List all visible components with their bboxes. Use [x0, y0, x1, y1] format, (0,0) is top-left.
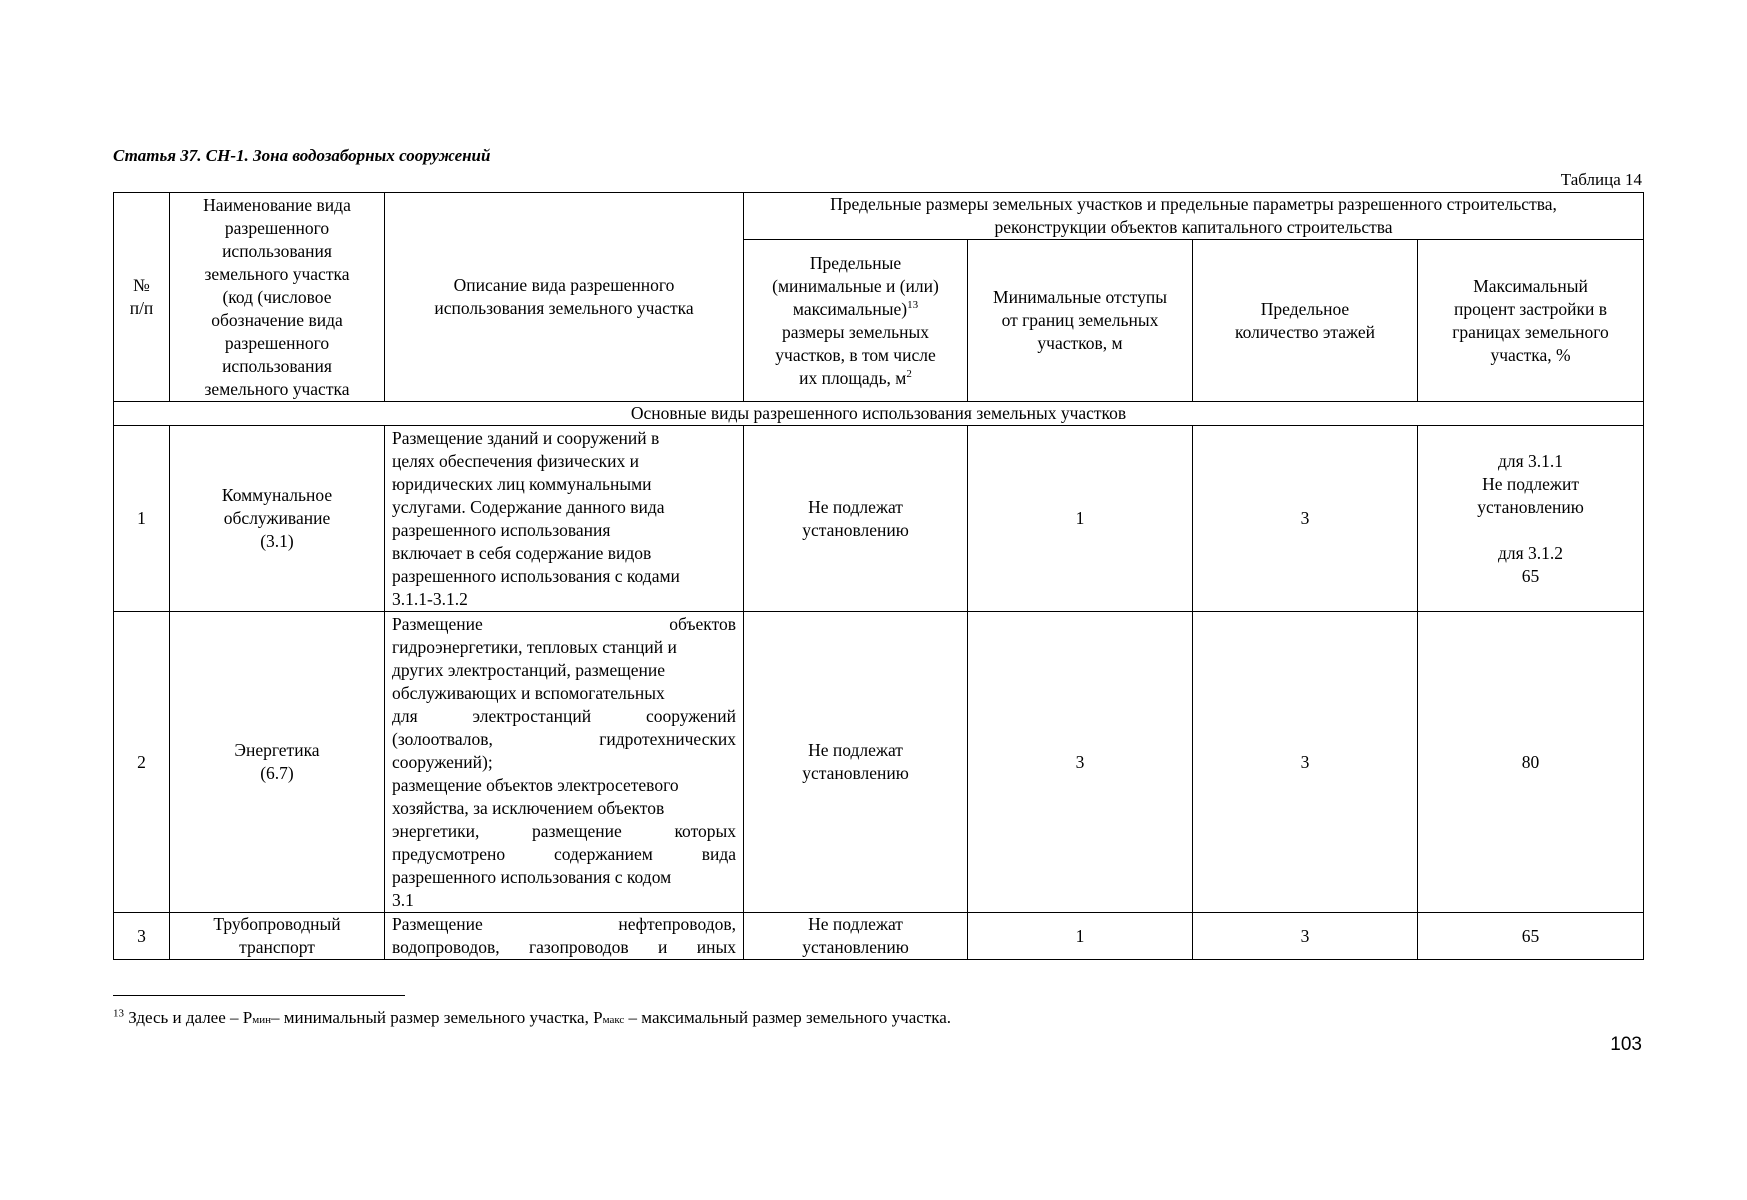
- header-coverage: Максимальный процент застройки в границах земельного участка, %: [1418, 240, 1644, 402]
- header-number: № п/п: [114, 193, 170, 402]
- row-number: 1: [114, 426, 170, 612]
- header-floors: Предельное количество этажей: [1193, 240, 1418, 402]
- footnote-number: 13: [113, 1007, 124, 1020]
- footnote: $^{13}$ Здесь и далее – Рмин– минимальный размер земельного участка, Рмакс – максимальный размер земельного участка.: [113, 1007, 952, 1027]
- section-row: [114, 402, 1644, 426]
- row-sizes: Не подлежат установлению: [744, 426, 968, 612]
- header-row-1: [114, 193, 1644, 240]
- row-sizes: Не подлежат установлению: [744, 913, 968, 960]
- table-caption: Таблица 14: [1560, 170, 1642, 189]
- row-number: 2: [114, 612, 170, 913]
- header-setbacks: Минимальные отступы от границ земельных участков, м: [968, 240, 1193, 402]
- footnote-separator: [113, 995, 405, 996]
- header-group: Предельные размеры земельных участков и предельные параметры разрешенного строительства, реконструкции объектов капитального строительства: [744, 193, 1644, 240]
- row-name: Трубопроводный транспорт: [170, 913, 385, 960]
- row-floors: 3: [1193, 612, 1418, 913]
- regulations-table: [113, 192, 1644, 960]
- header-sizes: Предельные (минимальные и (или) максимальные)$^{13}$ размеры земельных участков, в том числе их площадь, $м^2$: [744, 240, 968, 402]
- row-setbacks: 1: [968, 913, 1193, 960]
- row-name: Коммунальное обслуживание (3.1): [170, 426, 385, 612]
- row-description: Размещение нефтепроводов, водопроводов, газопроводов и иных: [385, 913, 744, 960]
- row-floors: 3: [1193, 426, 1418, 612]
- footnote-ref: 13: [907, 298, 919, 311]
- row-coverage: для 3.1.1 Не подлежит установлению для 3.1.2 65: [1418, 426, 1644, 612]
- page-number: 103: [1610, 1034, 1642, 1055]
- row-description: Размещение объектов гидроэнергетики, тепловых станций и других электростанций, размещение обслуживающих и вспомогательных для электростанций сооружений (золоотвалов, гидротехнических сооружений); размещение объектов электросетевого хозяйства, за исключением объектов энергетики, размещение которых предусмотрено содержанием вида разрешенного использования с кодом 3.1: [385, 612, 744, 913]
- article-title: Статья 37. СН-1. Зона водозаборных сооружений: [113, 146, 491, 165]
- row-coverage: 80: [1418, 612, 1644, 913]
- row-setbacks: 3: [968, 612, 1193, 913]
- section-title: Основные виды разрешенного использования земельных участков: [114, 402, 1644, 426]
- table-row: [114, 426, 1644, 612]
- row-description: Размещение зданий и сооружений в целях обеспечения физических и юридических лиц коммунальными услугами. Содержание данного вида разрешенного использования включает в себя содержание видов разрешенного использования с кодами 3.1.1-3.1.2: [385, 426, 744, 612]
- row-sizes: Не подлежат установлению: [744, 612, 968, 913]
- header-description: Описание вида разрешенного использования земельного участка: [385, 193, 744, 402]
- row-coverage: 65: [1418, 913, 1644, 960]
- row-setbacks: 1: [968, 426, 1193, 612]
- table-row: [114, 612, 1644, 913]
- header-name: Наименование вида разрешенного использования земельного участка (код (числовое обозначение вида разрешенного использования земельного участка: [170, 193, 385, 402]
- table-row: [114, 913, 1644, 960]
- row-number: 3: [114, 913, 170, 960]
- row-name: Энергетика (6.7): [170, 612, 385, 913]
- row-floors: 3: [1193, 913, 1418, 960]
